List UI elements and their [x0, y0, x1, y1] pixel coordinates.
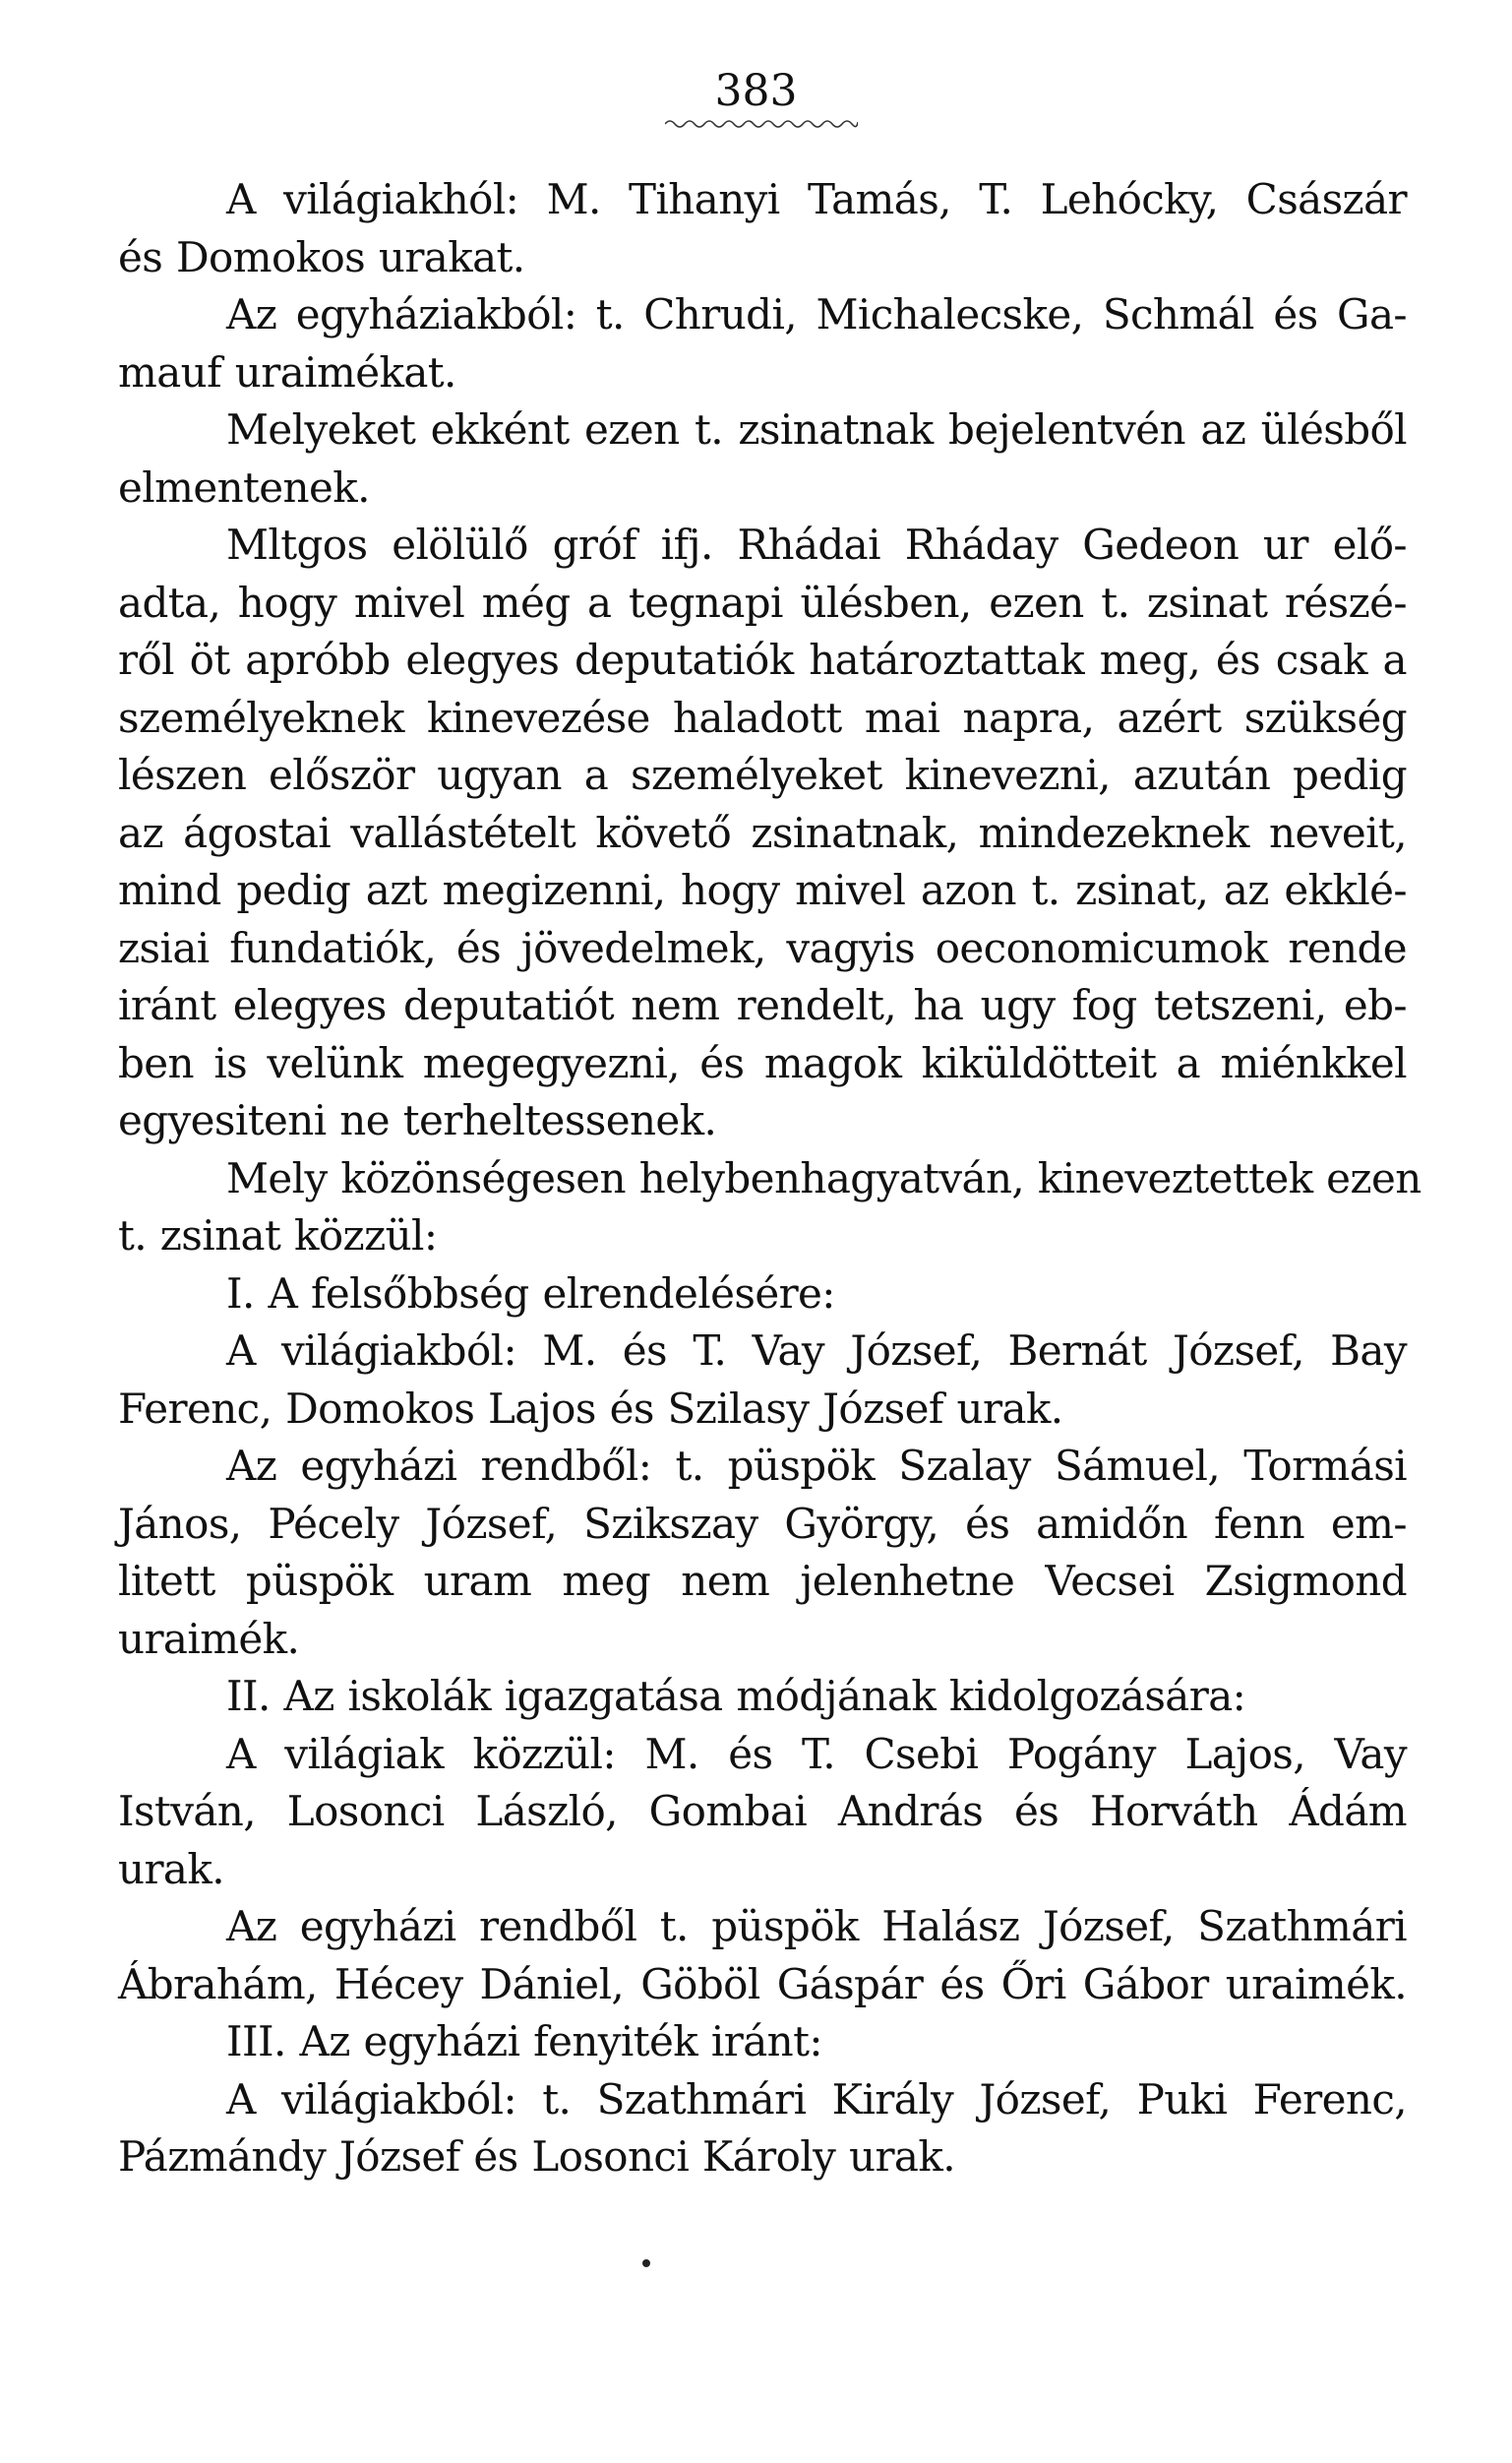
text-line: mauf uraimékat.: [118, 347, 456, 397]
text-line: litett püspök uram meg nem jelenhetne Vecsei Zsigmond: [118, 1557, 1407, 1605]
text-line: az ágostai vallástételt követő zsinatnak, mindezeknek neveit,: [118, 808, 1407, 857]
section-heading: I. A felsőbbség elrendelésére:: [226, 1268, 835, 1318]
text-line: mind pedig azt megizenni, hogy mivel azon t. zsinat, az ekklé-: [118, 866, 1407, 914]
text-line: Ferenc, Domokos Lajos és Szilasy József urak.: [118, 1384, 1063, 1433]
section-heading: II. Az iskolák igazgatása módjának kidolgozására:: [226, 1672, 1246, 1720]
text-line: és Domokos urakat.: [118, 232, 525, 281]
text-line: István, Losonci László, Gombai András és Horváth Ádám: [118, 1787, 1407, 1835]
text-line: ben is velünk megegyezni, és magok kiküldötteit a miénkkel: [118, 1038, 1407, 1087]
text-line: Pázmándy József és Losonci Károly urak.: [118, 2132, 955, 2181]
text-line: egyesiteni ne terheltessenek.: [118, 1096, 717, 1144]
text-line: János, Pécely József, Szikszay György, és amidőn fenn em-: [118, 1499, 1407, 1548]
text-line: uraimék.: [118, 1614, 300, 1663]
text-line: A világiakból: M. és T. Vay József, Bernát József, Bay: [226, 1326, 1407, 1375]
text-line: t. zsinat közzül:: [118, 1211, 438, 1260]
page-number: 383: [714, 66, 798, 116]
text-line: urak.: [118, 1844, 224, 1893]
text-line: A világiakhól: M. Tihanyi Tamás, T. Lehócky, Császár: [226, 175, 1407, 223]
text-line: elmentenek.: [118, 462, 370, 512]
text-line: Mltgos elölülő gróf ifj. Rhádai Rháday Gedeon ur elő-: [226, 521, 1407, 569]
stray-ink-dot: [642, 2259, 650, 2267]
text-line: Ábrahám, Hécey Dániel, Göböl Gáspár és Őri Gábor uraimék.: [118, 1959, 1407, 2008]
text-line: A világiakból: t. Szathmári Király József, Puki Ferenc,: [226, 2074, 1407, 2124]
body-text: [118, 171, 1421, 2186]
text-line: Melyeket ekként ezen t. zsinatnak bejelentvén az ülésből: [226, 405, 1407, 454]
text-line: zsiai fundatiók, és jövedelmek, vagyis oeconomicumok rende: [118, 923, 1407, 972]
text-line: Az egyházi rendből: t. püspök Szalay Sámuel, Tormási: [226, 1442, 1407, 1490]
text-line: személyeknek kinevezése haladott mai napra, azért szükség: [118, 693, 1407, 742]
text-line: adta, hogy mivel még a tegnapi ülésben, ezen t. zsinat részé-: [118, 578, 1407, 627]
text-line: iránt elegyes deputatiót nem rendelt, ha ugy fog tetszeni, eb-: [118, 981, 1407, 1029]
text-line: Az egyházi rendből t. püspök Halász József, Szathmári: [226, 1902, 1407, 1950]
wavy-underline-ornament: [665, 118, 858, 130]
text-line: Az egyháziakból: t. Chrudi, Michalecske, Schmál és Ga-: [226, 290, 1407, 339]
text-line: ről öt apróbb elegyes deputatiók határoztattak meg, és csak a: [118, 636, 1407, 684]
text-line: A világiak közzül: M. és T. Csebi Pogány Lajos, Vay: [226, 1729, 1407, 1778]
text-line: lészen először ugyan a személyeket kinevezni, azután pedig: [118, 751, 1407, 799]
section-heading: III. Az egyházi fenyiték iránt:: [226, 2017, 822, 2065]
text-line: Mely közönségesen helybenhagyatván, kineveztettek ezen: [226, 1153, 1421, 1202]
